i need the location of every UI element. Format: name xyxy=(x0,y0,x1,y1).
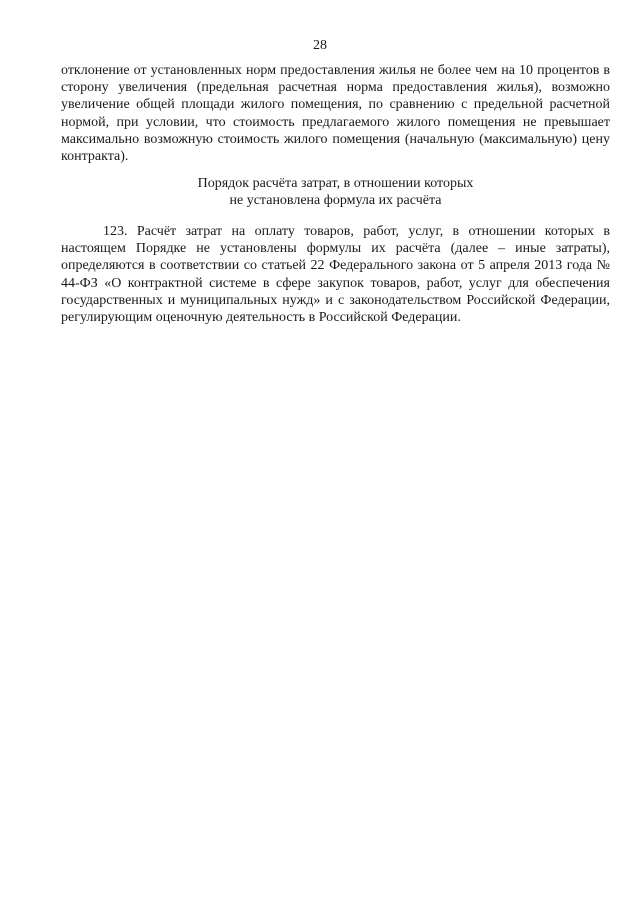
section-heading-line-2: не установлена формула их расчёта xyxy=(229,193,442,209)
paragraph-item-123: 123. Расчёт затрат на оплату товаров, работ, услуг, в отношении которых в настоящем Порядке не установлены формулы их расчёта (далее – иные затраты), определяются в соответствии со статьей 22 Федерального закона от 5 апреля 2013 года № 44-ФЗ «О контрактной системе в сфере закупок товаров, работ, услуг для обеспечения государственных и муниципальных нужд» и с законодательством Российской Федерации, регулирующим оценочную деятельность в Российской Федерации. xyxy=(61,224,610,326)
page-number: 28 xyxy=(313,38,327,53)
paragraph-continuation: отклонение от установленных норм предоставления жилья не более чем на 10 процентов в сторону увеличения (предельная расчетная норма предоставления жилья), возможно увеличение общей площади жилого помещения, по сравнению с предельной расчетной нормой, при условии, что стоимость предлагаемого жилого помещения не превышает максимально возможную стоимость жилого помещения (начальную (максимальную) цену контракта). xyxy=(61,63,610,165)
section-heading xyxy=(61,175,610,209)
section-heading-line-1: Порядок расчёта затрат, в отношении которых xyxy=(197,176,474,191)
